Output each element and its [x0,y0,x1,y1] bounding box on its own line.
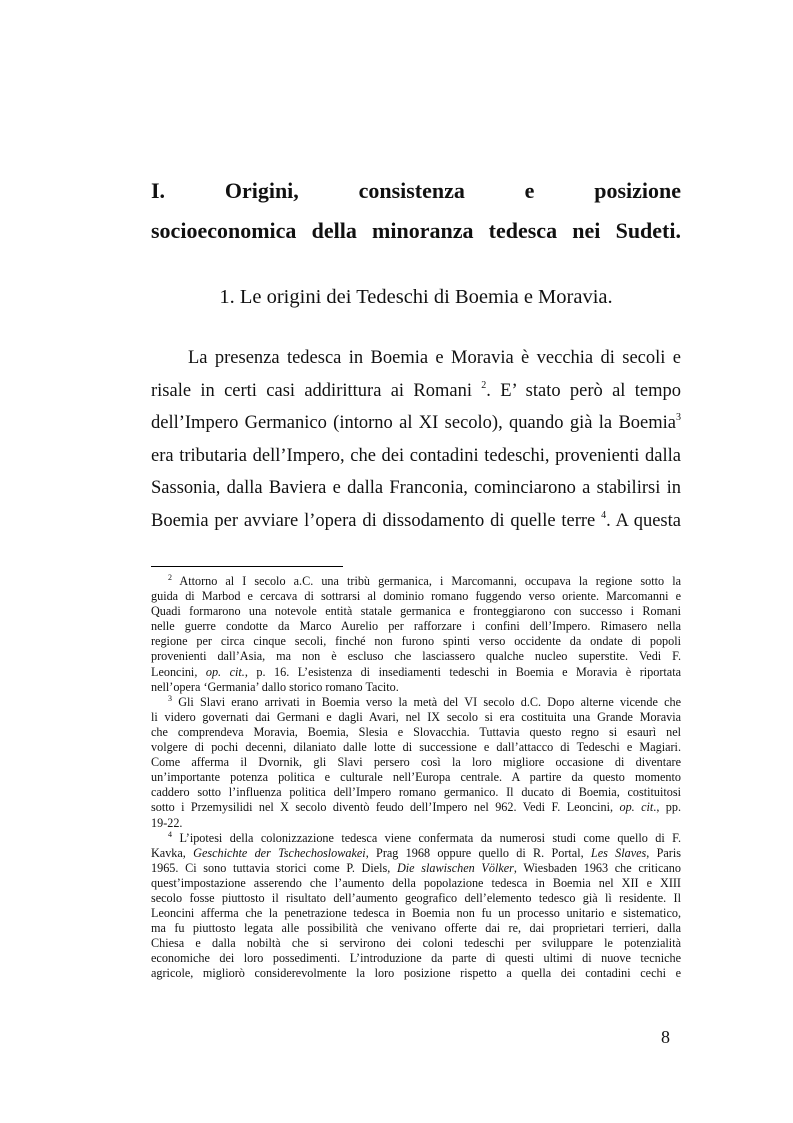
footnote-line: secolo fosse piuttosto il risultato dell’aumento geografico dell’elemento tedesco già lì residente. Il [151,890,681,905]
footnote-line: nelle guerre condotte da Marco Aurelio per rafforzare i confini dell’Impero. Rimasero nella [151,619,681,634]
body-text [151,342,681,537]
footnote-line: Leoncini afferma che la penetrazione tedesca in Boemia non fu un processo unitario e sistematico, [151,906,681,921]
footnote-line: li videro governati dai Germani e dagli Avari, nel IX secolo si era costituita una Grande Moravia [151,709,681,724]
footnote-ref: 3 [676,412,681,423]
footnote-2: $^2$ Attorno al I secolo a.C. una tribù germanica, i Marcomanni, occupava la regione sotto la [168,573,681,588]
page-number: 8 [661,1027,670,1047]
footnote-line: 1965. Ci sono tuttavia storici come P. Diels, Die slawischen Völker, Wiesbaden 1963 che criticano [151,860,681,875]
footnotes [151,574,681,982]
footnote-ref: 2 [481,379,487,391]
body-line: era tributaria dell’Impero, che dei contadini tedeschi, provenienti dalla [151,445,681,466]
chapter-heading-line-1: I. Origini, consistenza e posizione [151,178,681,203]
footnote-line: volgere di pochi decenni, dilaniato dalle lotte di successione e dall’attacco di Tedeschi e Magiari. [151,740,681,755]
chapter-heading-line-2: socioeconomica della minoranza tedesca nei Sudeti. [151,218,681,243]
footnote-mark: 4 [168,829,172,839]
footnote-line: economiche dei loro possedimenti. L’introduzione da parte di questi ultimi di nuove tecniche [151,951,681,966]
chapter-heading [151,171,681,251]
footnote-line: guida di Marbod e cercava di sottrarsi al dominio romano fuggendo verso oriente. Marcomanni e [151,589,681,604]
body-line: La presenza tedesca in Boemia e Moravia è vecchia di secoli e [188,348,681,368]
body-line: Sassonia, dalla Baviera e dalla Franconia, cominciarono a stabilirsi in [151,478,681,498]
footnote-line: caddero sotto l’influenza politica dell’Impero romano germanico. Il ducato di Boemia, costituitosi [151,785,681,800]
footnote-line: Come afferma il Dvornik, gli Slavi persero così la loro migliore occasione di diventare [151,755,681,770]
footnote-line: Quadi formarono una notevole entità statale germanica e fronteggiarono con successo i Romani [151,604,681,619]
footnote-line: nell’opera ‘Germania’ dallo storico romano Tacito. [151,679,399,694]
body-line: risale in certi casi addirittura ai Romani $^2$. E’ stato però al tempo [151,379,682,401]
footnote-4: $^4$ L’ipotesi della colonizzazione tedesca viene confermata da numerosi studi come quello di F. [168,829,681,845]
footnote-line: sotto i Przemysilidi nel X secolo diventò feudo dell’Impero nel 962. Vedi F. Leoncini, op. cit., pp. [151,800,682,815]
footnote-line: un’importante potenza politica e culturale nell’Europa centrale. A partire da questo momento [151,770,681,785]
footnote-separator [151,566,343,567]
body-line: dell’Impero Germanico (intorno al XI secolo), quando già la Boemia$^3$ [151,412,681,433]
section-title: 1. Le origini dei Tedeschi di Boemia e Moravia. [219,286,613,308]
footnote-line: agricole, migliorò considerevolmente la loro posizione rispetto a quella dei contadini cechi e [151,966,681,981]
footnote-mark: 3 [168,693,172,703]
footnote-mark: 2 [168,573,172,582]
footnote-line: che comprendeva Moravia, Boemia, Slesia e Slovacchia. Tuttavia questo regno si esaurì nel [151,724,681,739]
footnote-3: $^3$ Gli Slavi erano arrivati in Boemia verso la metà del VI secolo d.C. Dopo alterne vicende che [168,693,682,709]
footnote-line: Kavka, Geschichte der Tschechoslowakei, Prag 1968 oppure quello di R. Portal, Les Slaves, Paris [151,845,681,860]
footnote-line: Chiesa e dalla nobiltà che si servirono dei coloni tedeschi per sviluppare le potenzialità [151,936,681,951]
footnote-line: quest’impostazione asserendo che l’aumento della popolazione tedesca in Boemia nel XII e XIII [151,875,681,890]
footnote-line: Leoncini, op. cit., p. 16. L’esistenza di insediamenti tedeschi in Boemia e Moravia è riportata [151,664,681,679]
body-line: Boemia per avviare l’opera di dissodamento di quelle terre $^4$. A questa [151,509,681,531]
footnote-line: regione per circa cinque secoli, finché non furono spinti verso occidente da ondate di popoli [151,634,681,649]
footnote-line: ma fu piuttosto legata alle possibilità che venivano offerte dai re, dai proprietari terrieri, dalla [151,921,681,936]
footnote-line: provenienti dall’Asia, ma non è escluso che lasciassero qualche nucleo superstite. Vedi F. [151,649,681,664]
footnote-ref: 4 [601,509,607,521]
footnote-line: 19-22. [151,815,183,830]
